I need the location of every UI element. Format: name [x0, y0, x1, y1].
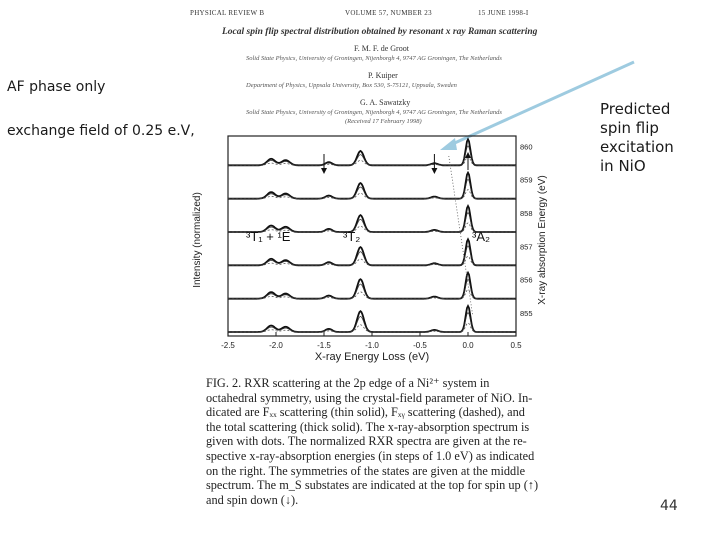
spin-down-arrowhead [321, 168, 327, 174]
x-tick-label: -1.0 [365, 341, 379, 350]
x-axis-ticks [221, 332, 522, 350]
total-scattering-line [228, 306, 516, 332]
total-scattering-line [228, 173, 516, 199]
fxx-scattering-line [228, 146, 516, 166]
energy-labels [520, 142, 533, 318]
caption-line: on the right. The symmetries of the states are given at the middle [206, 463, 526, 478]
af-phase-note: AF phase only [7, 79, 106, 95]
rxr-figure [190, 128, 560, 378]
caption-line: octahedral symmetry, using the crystal-field parameter of NiO. In- [206, 390, 533, 405]
note-line: excitation [600, 138, 674, 156]
x-tick-label: -0.5 [413, 341, 427, 350]
author-affiliation: Department of Physics, Uppsala University, Box 530, S-75121, Uppsala, Sweden [246, 82, 457, 89]
author-name: F. M. F. de Groot [354, 44, 409, 53]
energy-label: 860 [520, 142, 533, 152]
exchange-field-note: exchange field of 0.25 e.V, [7, 123, 195, 139]
x-tick-label: -1.5 [317, 341, 331, 350]
state-label-t1e: ³T₁ + ¹E [246, 229, 291, 244]
note-line: in NiO [600, 157, 646, 175]
caption-line: given with dots. The normalized RXR spectra are given at the re- [206, 434, 527, 449]
fxx-scattering-line [228, 246, 516, 265]
x-tick-label: -2.0 [269, 341, 283, 350]
note-line: Predicted [600, 100, 671, 118]
y2-axis-label: X-ray absorption Energy (eV) [537, 175, 548, 305]
issue-date: 15 JUNE 1998-I [478, 9, 529, 17]
spin-arrows [321, 152, 471, 174]
author-affiliation: Solid State Physics, University of Groningen, Nijenborgh 4, 9747 AG Groningen, The Netherlands [246, 55, 502, 62]
slide-number: 44 [660, 498, 678, 514]
energy-label: 858 [520, 209, 533, 218]
x-tick-label: 0.0 [462, 341, 474, 350]
caption-line: the total scattering (thick solid). The x-ray-absorption spectrum is [206, 419, 530, 434]
fxx-scattering-line [228, 313, 516, 333]
received-date: (Received 17 February 1998) [345, 118, 422, 125]
caption-line: spective x-ray-absorption energies (in steps of 1.0 eV) as indicated [206, 448, 535, 463]
fxx-scattering-line [228, 179, 516, 199]
note-line: spin flip [600, 119, 659, 137]
total-scattering-line [228, 273, 516, 299]
energy-label: 855 [520, 309, 533, 318]
total-scattering-line [228, 139, 516, 165]
author-name: P. Kuiper [368, 71, 398, 80]
volume-number: VOLUME 57, NUMBER 23 [345, 9, 432, 17]
y-axis-label: Intensity (normalized) [192, 192, 203, 288]
figure-caption [206, 376, 561, 507]
x-tick-label: -2.5 [221, 341, 235, 350]
fxx-scattering-line [228, 279, 516, 299]
caption-line: and spin down (↓). [206, 492, 299, 507]
energy-label: 857 [520, 242, 533, 252]
energy-label: 856 [520, 275, 533, 285]
energy-label: 859 [520, 175, 533, 185]
caption-line: FIG. 2. RXR scattering at the 2p edge of a Ni²⁺ system in [206, 376, 490, 390]
x-axis-label: X-ray Energy Loss (eV) [314, 351, 430, 363]
caption-line: spectrum. The m_S substates are indicated at the top for spin up (↑) [206, 478, 539, 493]
journal-name: PHYSICAL REVIEW B [190, 9, 265, 17]
state-label-a2: ³A₂ [472, 229, 491, 244]
paper-title: Local spin flip spectral distribution obtained by resonant x ray Raman scattering [222, 27, 538, 37]
x-tick-label: 0.5 [510, 341, 522, 350]
caption-line: dicated are Fₓₓ scattering (thin solid), Fₓᵧ scattering (dashed), and [206, 405, 525, 420]
author-affiliation: Solid State Physics, University of Groningen, Nijenborgh 4, 9747 AG Groningen, The Netherlands [246, 109, 502, 116]
author-name: G. A. Sawatzky [360, 98, 411, 107]
state-label-t2: ³T₂ [343, 229, 361, 244]
spin-down-arrowhead [431, 168, 437, 174]
